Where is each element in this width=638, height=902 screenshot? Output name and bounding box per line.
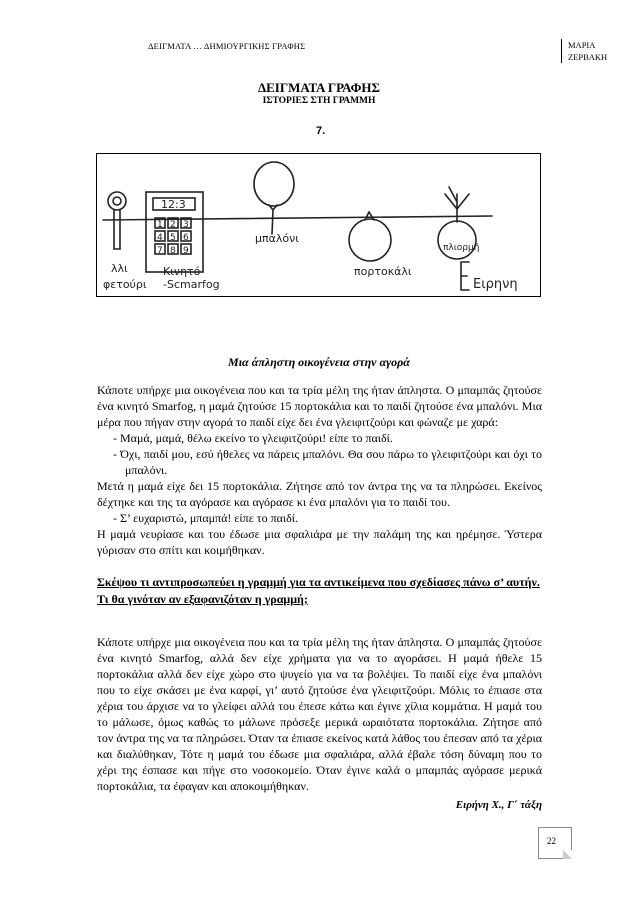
running-header-title: ΔΕΙΓΜΑΤΑ … ΔΗΜΙΟΥΡΓΙΚΗΣ ΓΡΑΦΗΣ xyxy=(148,41,306,51)
story-title: Μια άπληστη οικογένεια στην αγορά xyxy=(228,355,410,369)
page-number-box xyxy=(538,827,572,859)
svg-text:2: 2 xyxy=(170,220,176,230)
phone-time-label: 12:3 xyxy=(161,198,186,211)
plant-label: πλιορμή xyxy=(443,243,480,253)
lollipop-icon xyxy=(108,192,126,210)
answer-text xyxy=(97,634,542,794)
author-name-drawing: Ειρηνη xyxy=(473,277,518,292)
drawing-svg xyxy=(97,154,540,296)
page-fold-icon xyxy=(563,850,572,859)
svg-text:7: 7 xyxy=(157,246,163,256)
running-header-author xyxy=(561,39,607,63)
lollipop-label-b: φετούρι xyxy=(103,278,147,291)
svg-text:8: 8 xyxy=(170,246,176,256)
author-first-name: ΜΑΡΙΑ xyxy=(568,40,596,50)
dialogue-line: - Όχι, παιδί μου, εσύ ήθελες να πάρεις μπαλόνι. Θα σου πάρω το γλειφιτζούρι και όχι το μπαλόνι. xyxy=(113,447,542,477)
plant-icon xyxy=(438,221,476,259)
svg-text:1: 1 xyxy=(157,220,163,230)
svg-text:3: 3 xyxy=(183,220,189,230)
svg-text:4: 4 xyxy=(157,233,163,243)
balloon-label: μπαλόνι xyxy=(255,232,299,245)
story-paragraph: Μετά η μαμά είχε δει 15 πορτοκάλια. Ζήτησε από τον άντρα της να τα πληρώσει. Εκείνος δέχτηκε και της τα αγόρασε και αγόρασε κι ένα μπαλόνι για το παιδί του. xyxy=(97,479,542,509)
orange-icon xyxy=(349,219,391,261)
student-signature: Ειρήνη Χ., Γ΄ τάξη xyxy=(455,799,542,811)
story-paragraph: Η μαμά νευρίασε και του έδωσε μια σφαλιάρα με την παλάμη της και ηρέμησε. Ύστερα γύρισαν στο σπίτι και κοιμήθηκαν. xyxy=(97,527,542,557)
phone-label-a: Κινητό xyxy=(163,265,201,278)
section-number: 7. xyxy=(316,125,326,137)
lollipop-label-a: λλι xyxy=(111,262,128,275)
svg-text:9: 9 xyxy=(183,246,189,256)
svg-text:6: 6 xyxy=(183,233,189,243)
page-subtitle: ΙΣΤΟΡΙΕΣ ΣΤΗ ΓΡΑΜΜΗ xyxy=(262,96,376,106)
page-title: ΔΕΙΓΜΑΤΑ ΓΡΑΦΗΣ xyxy=(257,80,380,95)
child-drawing xyxy=(96,153,541,297)
phone-label-b: -Scmarfog xyxy=(163,278,220,291)
dialogue-line: - Μαμά, μαμά, θέλω εκείνο το γλειφιτζούρι! είπε το παιδί. xyxy=(113,431,393,445)
orange-label: πορτοκάλι xyxy=(354,265,412,278)
answer-paragraph: Κάποτε υπήρχε μια οικογένεια που και τα τρία μέλη της ήταν άπληστα. Ο μπαμπάς ζητούσε ένα κινητό Smarfog, αλλά δεν είχε χρήματα για να το αγοράσει. Η μαμά ήθελε 15 πορτοκάλια αλλά δεν είχε χώρο στο ψυγείο για να τα βολέψει. Το παιδί είχε ένα μπαλόνι που το είχε σκάσει με ένα καρφί, γι’ αυτό ζητούσε ένα γλειφιτζούρι. Μόλις το έπιασε στα χέρια του άρχισε να το γλείφει αλλά του έπεσε κάτω και έγινε χίλια κομμάτια. Η μαμά του το μάλωσε, όμως καθώς το μάλωνε πρόσεξε μερικά ωραιότατα πορτοκάλια. Ζήτησε από τον άντρα της να τα πληρώσει. Όταν τα έπιασε εκείνος κατά λάθος του έπεσαν από τα χέρια και διαλύθηκαν, Τότε η μαμά του έδωσε μια σφαλιάρα, αλλά έβαλε τόση δύναμη που το χέρι της έσπασε και πήγε στο νοσοκομείο. Όταν έγινε καλά ο μπαμπάς αγόρασε μερικά πορτοκάλια, τα έφαγαν και αποκοιμήθηκαν. xyxy=(97,635,542,793)
page-number: 22 xyxy=(547,836,556,846)
author-last-name: ΖΕΡΒΑΚΗ xyxy=(568,52,608,62)
svg-text:5: 5 xyxy=(170,233,176,243)
story-paragraph: Κάποτε υπήρχε μια οικογένεια που και τα τρία μέλη της ήταν άπληστα. Ο μπαμπάς ζητούσε ένα κινητό Smarfog, η μαμά ζητούσε 15 πορτοκάλια και το παιδί ζητούσε ένα μπαλόνι. Μια μέρα που πήγαν στην αγορά το παιδί είχε δει ένα γλειφιτζούρι και φώναζε με χαρά: xyxy=(97,383,542,429)
story-text xyxy=(97,382,542,558)
reflection-question: Σκέψου τι αντιπροσωπεύει η γραμμή για τα αντικείμενα που σχεδίασες πάνω σ’ αυτήν. Τι θα γινόταν αν εξαφανιζόταν η γραμμή; xyxy=(97,575,540,606)
dialogue-line: - Σ’ ευχαριστώ, μπαμπά! είπε το παιδί. xyxy=(113,511,299,525)
balloon-icon xyxy=(254,162,294,206)
